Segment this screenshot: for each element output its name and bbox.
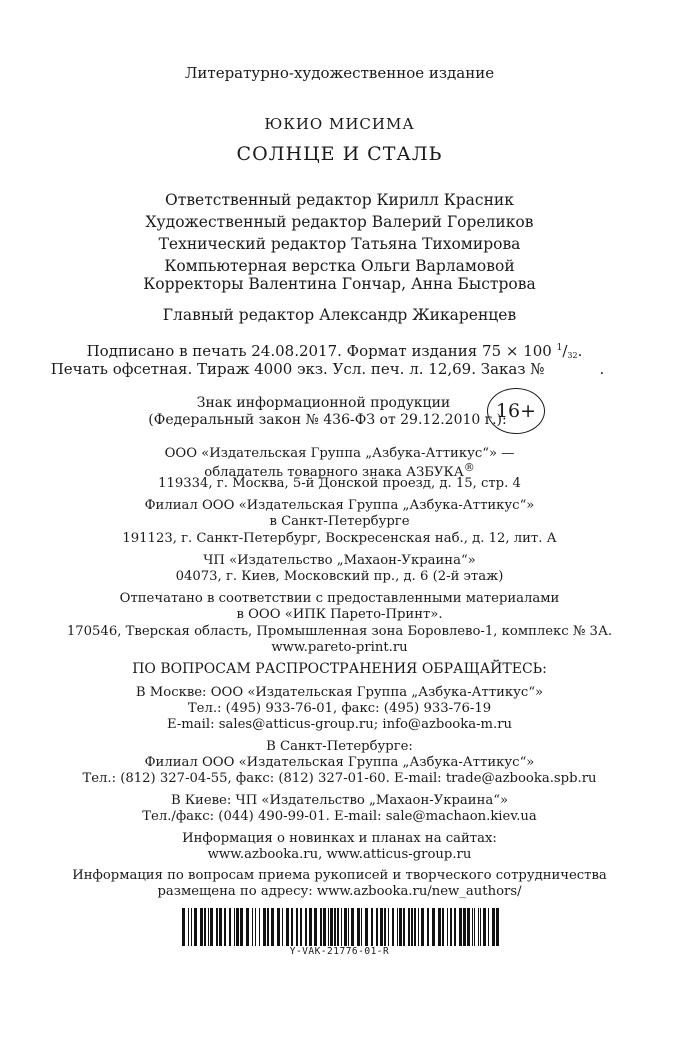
age-sign-line-1: Знак информационной продукции [196,395,451,411]
spb-line: В Санкт-Петербурге: [266,739,413,754]
credit-line: Корректоры Валентина Гончар, Анна Быстрова [143,275,536,293]
barcode-bar [229,908,231,946]
barcode-bar [341,908,342,946]
genre-line: Литературно-художественное издание [184,64,495,82]
barcode-bar [438,908,441,946]
manuscripts-line-2: размещена по адресу: www.azbooka.ru/new_authors/ [157,884,522,899]
barcode-bar [480,908,481,946]
barcode-bar [442,908,444,946]
barcode-bar [194,908,197,946]
barcode-bar [483,908,486,946]
spb-line: Тел.: (812) 327-04-55, факс: (812) 327-01-60. E-mail: trade@azbooka.spb.ru [82,771,597,786]
credit-line: Ответственный редактор Кирилл Красник [165,191,514,209]
barcode-bar [210,908,213,946]
barcode-bar [259,908,260,946]
publisher-line-1: ООО «Издательская Группа „Азбука-Аттикус“» — [164,446,515,461]
barcode-bar [399,908,402,946]
barcode-bar [411,908,413,946]
barcode-bar [371,908,373,946]
barcode-bar [271,908,274,946]
barcode-bar [388,908,389,946]
barcode-bar [330,908,333,946]
barcode-bar [478,908,479,946]
barcode-bar [246,908,249,946]
barcode-bar [351,908,354,946]
barcode-bar [463,908,466,946]
barcode-bar [365,908,368,946]
barcode-bar [334,908,336,946]
barcode-bar [421,908,424,946]
barcode-bar [361,908,362,946]
credit-line: Художественный редактор Валерий Гореликов [145,213,534,231]
barcode-bar [432,908,435,946]
moscow-line: E-mail: sales@atticus-group.ru; info@azbooka-m.ru [166,717,513,732]
publisher-line-2: обладатель товарного знака АЗБУКА® [204,461,475,480]
barcode-bar [320,908,322,946]
barcode-bar [474,908,475,946]
websites-line-2: www.azbooka.ru, www.atticus-group.ru [207,847,472,862]
barcode-bar [496,908,499,946]
spb-line: Филиал ООО «Издательская Группа „Азбука-Аттикус“» [144,755,535,770]
barcode-bar [348,908,349,946]
moscow-line: Тел.: (495) 933-76-01, факс: (495) 933-76-19 [187,701,492,716]
barcode-bar [337,908,339,946]
print-info-line-1: Подписано в печать 24.08.2017. Формат издания 75 × 100 $^1/_{32}$. [86,342,583,360]
barcode-bar [216,908,218,946]
barcode-bar [357,908,360,946]
barcode-bar [267,908,269,946]
barcode-bar [418,908,419,946]
barcode-bar [323,908,326,946]
barcode-bar [204,908,206,946]
barcode-code: Y-VAK-21776-01-R [289,946,390,957]
barcode-bar [492,908,495,946]
barcode-bar [236,908,239,946]
barcode-bar [414,908,416,946]
barcode-bar [188,908,189,946]
barcode-bar [240,908,243,946]
barcode-bar [263,908,266,946]
kiev-line: Тел./факс: (044) 490-99-01. E-mail: sale@machaon.kiev.ua [142,809,537,824]
barcode-bar [427,908,429,946]
barcode-bar [200,908,203,946]
barcode-bar [384,908,386,946]
barcode-bar [255,908,256,946]
barcode-bar [191,908,192,946]
barcode-bar [459,908,462,946]
barcode-bar [234,908,235,946]
barcode-bar [380,908,383,946]
barcode-image [180,908,500,946]
websites-line-1: Информация о новинках и планах на сайтах: [182,831,497,846]
spb-branch-line-1: Филиал ООО «Издательская Группа „Азбука-Аттикус“» [144,498,535,513]
spb-branch-line-2: в Санкт-Петербурге [269,514,410,529]
barcode-bar [305,908,307,946]
barcode-bar [309,908,312,946]
printer-address: 170546, Тверская область, Промышленная зона Боровлево-1, комплекс № 3А. [66,624,613,639]
printer-line-1: Отпечатано в соответствии с предоставленными материалами [119,591,560,606]
barcode-bar [454,908,456,946]
print-info-line-2: Печать офсетная. Тираж 4000 экз. Усл. печ. л. 12,69. Заказ № . [50,360,605,378]
barcode-bar [182,908,185,946]
barcode-bar [472,908,473,946]
barcode-bar [408,908,410,946]
spb-branch-address: 191123, г. Санкт-Петербург, Воскресенская наб., д. 12, лит. А [122,531,557,546]
publisher-address: 119334, г. Москва, 5-й Донской проезд, д. 15, стр. 4 [158,476,521,491]
barcode-bar [447,908,448,946]
kiev-branch-address: 04073, г. Киев, Московский пр., д. 6 (2-й этаж) [175,569,504,584]
barcode-bar [291,908,293,946]
barcode-bar [282,908,283,946]
kiev-line: В Киеве: ЧП «Издательство „Махаон-Украина“» [170,793,509,808]
book-title: СОЛНЦЕ И СТАЛЬ [236,143,443,165]
barcode-bar [397,908,398,946]
barcode-bar [376,908,378,946]
barcode-bar [252,908,253,946]
age-sign-line-2: (Федеральный закон № 436-ФЗ от 29.12.2010 г.): [148,412,507,428]
barcode-bar [286,908,289,946]
printer-website: www.pareto-print.ru [271,640,408,655]
barcode-bar [300,908,302,946]
kiev-branch-line-1: ЧП «Издательство „Махаон-Украина“» [203,553,476,568]
printer-line-2: в ООО «ИПК Парето-Принт». [236,607,443,622]
barcode-bar [467,908,470,946]
barcode-bar [296,908,298,946]
barcode-bar [224,908,226,946]
credit-line: Компьютерная верстка Ольги Варламовой [164,257,515,275]
distribution-heading: ПО ВОПРОСАМ РАСПРОСТРАНЕНИЯ ОБРАЩАЙТЕСЬ: [132,661,547,677]
moscow-line: В Москве: ООО «Издательская Группа „Азбука-Аттикус“» [135,685,544,700]
barcode-bar [392,908,394,946]
barcode-bar [344,908,347,946]
book-author: ЮКИО МИСИМА [264,115,415,133]
barcode-bar [328,908,329,946]
barcode-bar [208,908,209,946]
manuscripts-line-1: Информация по вопросам приема рукописей и творческого сотрудничества [72,868,607,883]
credit-line: Технический редактор Татьяна Тихомирова [158,235,521,253]
age-rating-badge: 16+ [487,388,545,434]
barcode-bar [314,908,317,946]
barcode-bar [488,908,489,946]
barcode-bar [277,908,280,946]
barcode-bar [450,908,452,946]
chief-editor: Главный редактор Александр Жикаренцев [162,306,517,324]
barcode-bar [219,908,222,946]
barcode-bar [403,908,405,946]
